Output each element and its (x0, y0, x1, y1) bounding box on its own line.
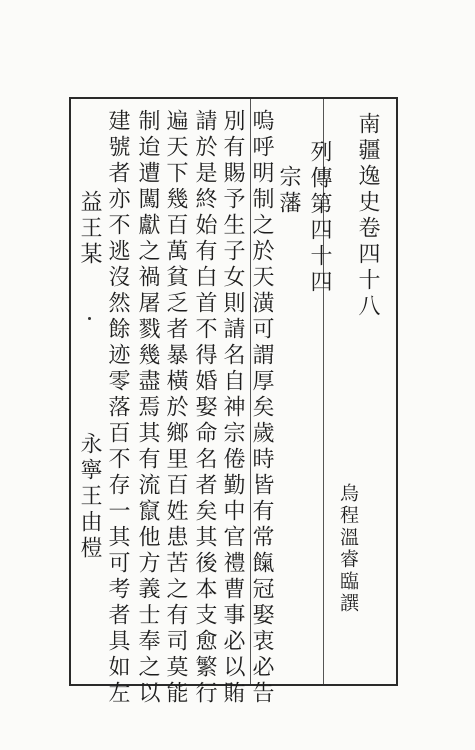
body-line: 嗚呼明制之於天潢可謂厚矣歲時皆有常餼冠娶衷必告 (249, 109, 274, 707)
body-line: 遍天下幾百萬貧乏者暴橫於鄉里百姓患苦之有司莫能 (163, 109, 188, 707)
entry-name: 永寧王由榿 (77, 432, 102, 562)
separator-dot (88, 317, 91, 320)
section-subheading: 宗藩 (276, 165, 301, 217)
entry-name: 益王某 (77, 190, 102, 268)
chapter-heading: 列傳第四十四 (307, 140, 332, 296)
author-line: 烏程溫睿臨譔 (337, 483, 359, 615)
body-line: 別有賜予生子女則請名自神宗倦勤中官禮曹事必以賄 (220, 109, 245, 707)
body-line: 制迨遭闖獻之禍屠戮幾盡焉其有流竄他方義士奉之以 (135, 109, 160, 707)
book-title: 南疆逸史卷四十八 (355, 112, 380, 320)
body-line: 建號者亦不逃沒然餘迹零落百不存一其可考者具如左 (105, 109, 130, 707)
body-line: 請於是終始有白首不得婚娶命名者矣其後本支愈繁行 (192, 109, 217, 707)
